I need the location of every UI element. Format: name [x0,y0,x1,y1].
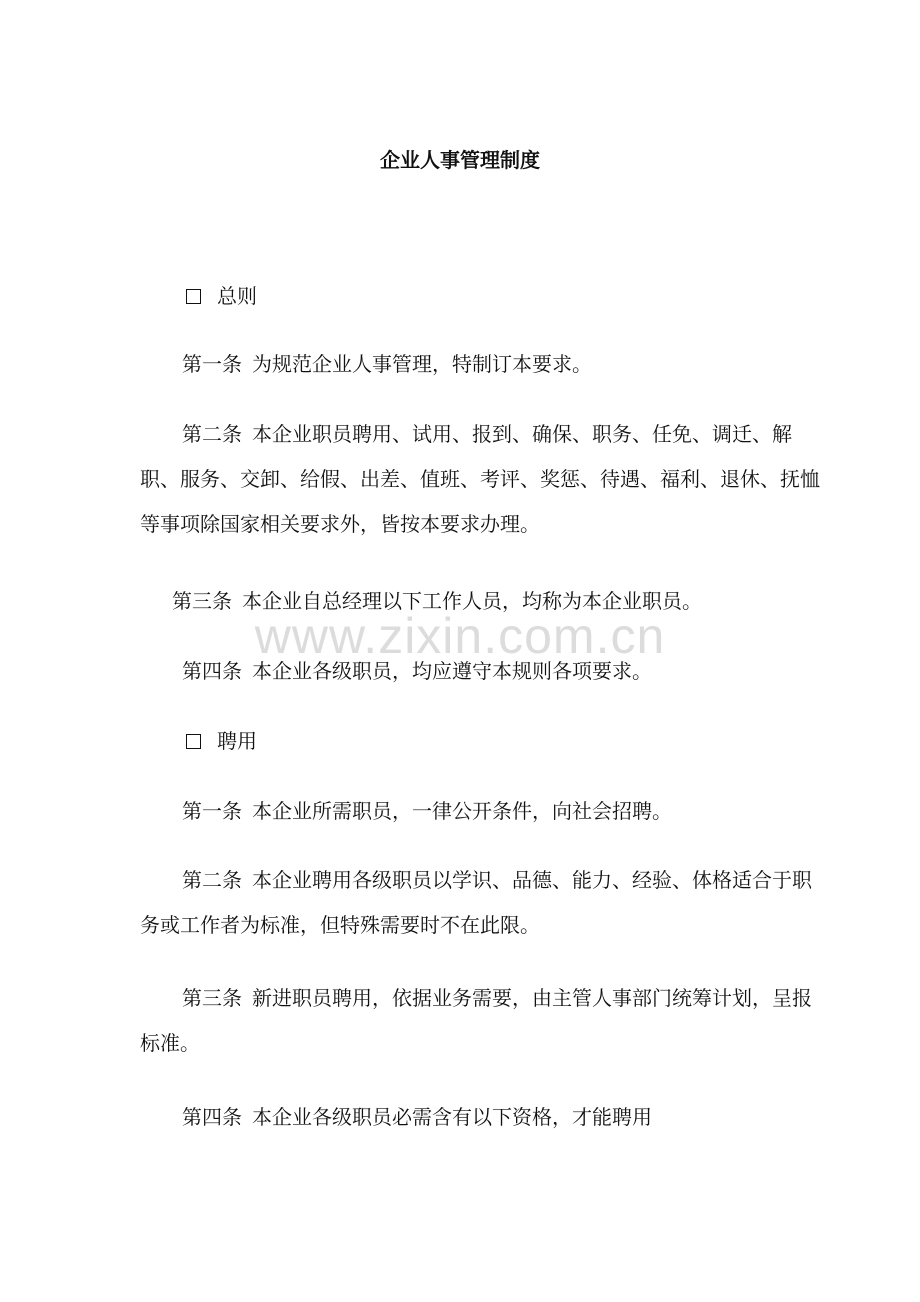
article-number: 第三条 [172,589,232,613]
article [182,797,672,825]
article-text: 新进职员聘用，依据业务需要，由主管人事部门统筹计划，呈报标准。 [140,986,812,1055]
article-number: 第一条 [182,799,242,823]
article-text: 为规范企业人事管理，特制订本要求。 [252,352,592,376]
article-number: 第二条 [182,422,242,446]
article-text: 本企业各级职员必需含有以下资格，才能聘用 [252,1105,652,1129]
article [182,350,592,378]
watermark: www.zixin.com.cn [254,608,666,664]
section-heading-label: 总则 [217,284,257,308]
article-number: 第四条 [182,1105,242,1129]
document-title: 企业人事管理制度 [380,148,540,172]
article-number: 第四条 [182,659,242,683]
article [140,976,830,1066]
article [140,858,830,948]
article-text: 本企业聘用各级职员以学识、品德、能力、经验、体格适合于职务或工作者为标准，但特殊需要时不在此限。 [140,868,812,937]
article-text: 本企业自总经理以下工作人员，均称为本企业职员。 [242,589,702,613]
section-heading-general [182,282,257,310]
article-number: 第二条 [182,868,242,892]
section-heading-hiring [182,727,257,755]
article [182,657,652,685]
article [172,587,702,615]
checkbox-icon [186,734,201,749]
article [140,412,830,547]
checkbox-icon [186,289,201,304]
article-number: 第三条 [182,986,242,1010]
article-text: 本企业各级职员，均应遵守本规则各项要求。 [252,659,652,683]
article-number: 第一条 [182,352,242,376]
article-text: 本企业职员聘用、试用、报到、确保、职务、任免、调迁、解职、服务、交卸、给假、出差、值班、考评、奖惩、待遇、福利、退休、抚恤等事项除国家相关要求外，皆按本要求办理。 [140,422,820,536]
article-text: 本企业所需职员，一律公开条件，向社会招聘。 [252,799,672,823]
article [182,1103,652,1131]
section-heading-label: 聘用 [217,729,257,753]
